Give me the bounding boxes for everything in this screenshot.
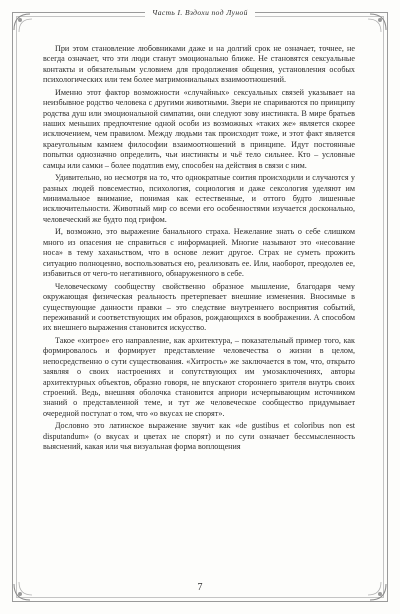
- paragraph: И, возможно, это выражение банального страха. Нежелание знать о себе слишком много из опасения не справиться с информацией. Многие называют это «несование носа» в тему хаханьством, что в основе лежит другое. Страх не суметь прожить ситуацию полноценно, воспользоваться ею, реализовать ее. Или, наоборот, преодолев ее, избавиться от чего-то негативного, обнаруженного в себе.: [43, 227, 355, 279]
- running-head-block: [0, 8, 400, 26]
- paragraph: При этом становление любовниками даже и на долгий срок не означает, точнее, не всегда означает, что эти люди станут эмоционально ближе. Не становятся сексуальные контакты и обязательным условием для продолжения общения, установления особых психологических или тем более матримониальных взаимоотношений.: [43, 44, 355, 85]
- paragraph: Человеческому сообществу свойственно образное мышление, благодаря чему окружающая физическая реальность претерпевает внешние изменения. Вносимые в существующие данности правки – это следствие внутреннего восприятия событий, переживаний и соответствующих им образов, рождающихся в воображении. А способом их внешнего выражения становится искусство.: [43, 281, 355, 333]
- page-number: 7: [192, 582, 209, 596]
- paragraph: Удивительно, но несмотря на то, что однократные соития происходили и случаются у разных людей повсеместно, психология, социология и даже сексология уделяют им минимальное внимание, понимая как естественные, и оттого будто лишенные исключительности. Животный мир со всеми его особенностями изучается досконально, человеческий же будто под грифом.: [43, 173, 355, 224]
- paragraph: Такое «хитрое» его направление, как архитектура, – показательный пример того, как формировалось и формирует представление человечества о жизни в целом, непосредственно о сути существования. «Хитрость» же заключается в том, что, открыто заявляя о своих настроениях и сопутствующих им умозаключениях, авторы архитектурных объектов, образно говоря, не впускают стороннего зрителя внутрь своих строений. Ведь, внешняя оболочка становится априори исчерпывающим источником знаний о представленной теме, и тут же человеческое сообщество придумывает очередной постулат о том, что «о вкусах не спорят».: [43, 335, 355, 418]
- folio-block: [0, 584, 400, 596]
- body-text: [43, 44, 355, 455]
- paragraph: Именно этот фактор возможности «случайных» сексуальных связей указывает на неизбывное родство человека с другими животными. Звери не спариваются по принципу родства душ или эмоциональной симпатии, они следуют зову инстинкта. В мире братьев наших меньших предпочтение одной особи из возможных «таких же» является скорее исключением, чем правилом. Между людьми так происходит тоже, и этот факт является краеугольным камнем философии взаимоотношений в принципе. Идут постоянные попытки однозначно определить, чьи инстинкты и чьё тело сильнее. Кто – условные самцы или самки – более податлив ему, способен на действия в связи с ним.: [43, 87, 355, 170]
- running-head: Часть I. Вздохи под Луной: [145, 8, 255, 17]
- paragraph: Дословно это латинское выражение звучит как «de gustibus et coloribus non est disputandum» (о вкусах и цветах не спорят) и по сути означает бессмысленность выяснений, какая или чья визуальная форма воплощения: [43, 421, 355, 452]
